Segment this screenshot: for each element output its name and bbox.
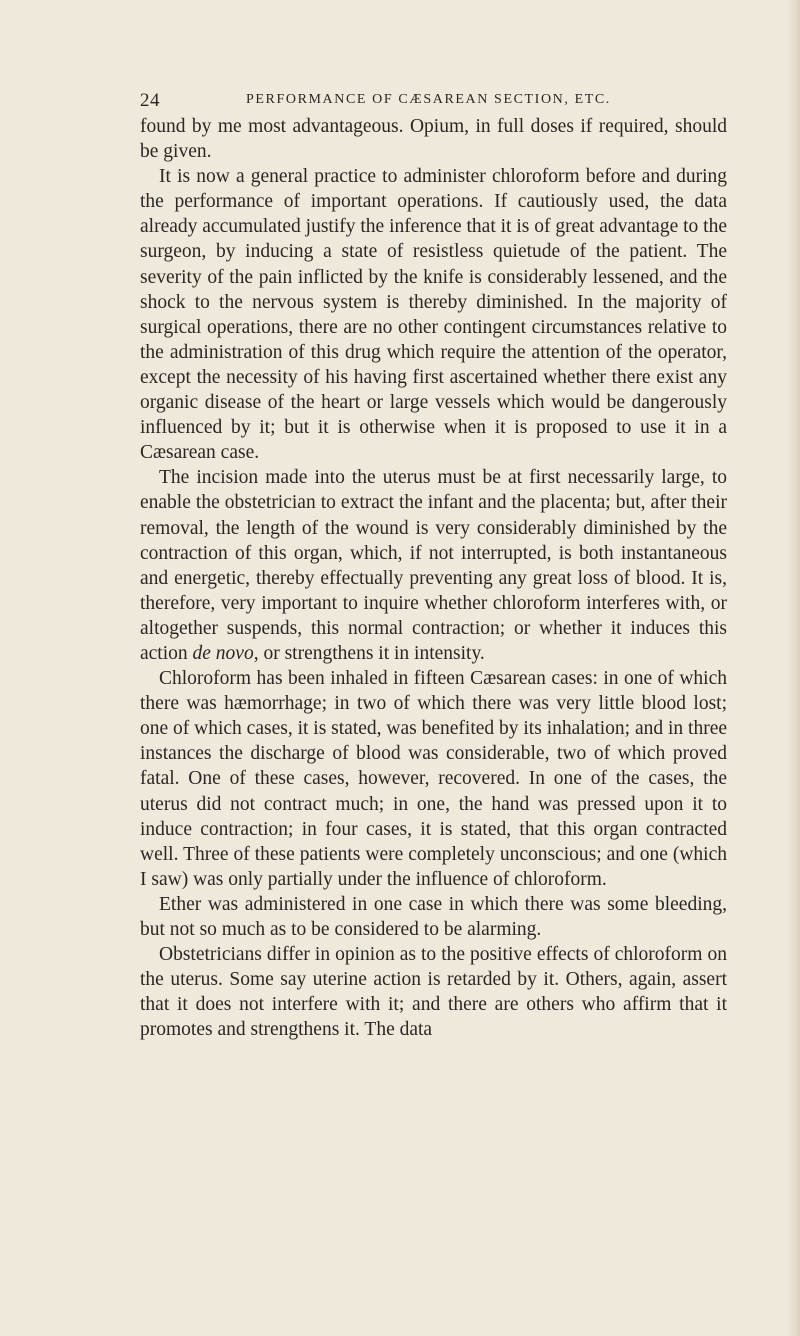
latin-phrase: de novo — [192, 642, 254, 664]
paragraph-chloroform-practice: It is now a general practice to administer chloroform before and during the performance of important operations. If cautiously used, the data already accumulated justify the inference that it is of great advantage to the surgeon, by inducing a state of resistless quietude of the patient. The severity of the pain inflicted by the knife is considerably lessened, and the shock to the nervous system is thereby diminished. In the majority of surgical operations, there are no other contingent circumstances relative to the administration of this drug which require the attention of the operator, except the necessity of his having first ascertained whether there exist any organic disease of the heart or large vessels which would be dangerously influenced by it; but it is otherwise when it is proposed to use it in a Cæsarean case. — [140, 166, 727, 464]
running-title: PERFORMANCE OF CÆSAREAN SECTION, ETC. — [246, 92, 611, 107]
page-edge-shadow — [786, 0, 800, 1336]
paragraph-uterine-incision-text: The incision made into the uterus must be at first necessarily large, to enable the obstetrician to extract the infant and the placenta; but, after their removal, the length of the wound is very considerably diminished by the contraction of this organ, which, if not interrupted, is both instantaneous and energetic, thereby effectually preventing any great loss of blood. It is, therefore, very important to inquire whether chloroform interferes with, or altogether suspends, this normal contraction; or whether it induces this action — [140, 467, 727, 664]
paragraph-ether: Ether was administered in one case in which there was some bleeding, but not so much as to be considered to be alarming. — [140, 893, 727, 940]
page-number: 24 — [140, 90, 160, 111]
body-text — [140, 114, 727, 1042]
paragraph-obstetricians: Obstetricians differ in opinion as to the positive effects of chloroform on the uterus. Some say uterine action is retarded by it. Others, again, assert that it does not interfere with it; and there are others who affirm that it promotes and strengthens it. The data — [140, 944, 727, 1041]
paragraph-uterine-incision — [140, 465, 727, 666]
paragraph-uterine-incision-end: , or strengthens it in intensity. — [253, 642, 485, 664]
paragraph-continued: found by me most advantageous. Opium, in full doses if required, should be given. — [140, 116, 727, 163]
page-header — [140, 90, 740, 114]
paragraph-fifteen-cases: Chloroform has been inhaled in fifteen Cæsarean cases: in one of which there was hæmorrhage; in two of which there was very little blood lost; one of which cases, it is stated, was benefited by its inhalation; and in three instances the discharge of blood was considerable, two of which proved fatal. One of these cases, however, recovered. In one of the cases, the uterus did not contract much; in one, the hand was pressed upon it to induce contraction; in four cases, it is stated, that this organ contracted well. Three of these patients were completely unconscious; and one (which I saw) was only partially under the influence of chloroform. — [140, 668, 728, 890]
